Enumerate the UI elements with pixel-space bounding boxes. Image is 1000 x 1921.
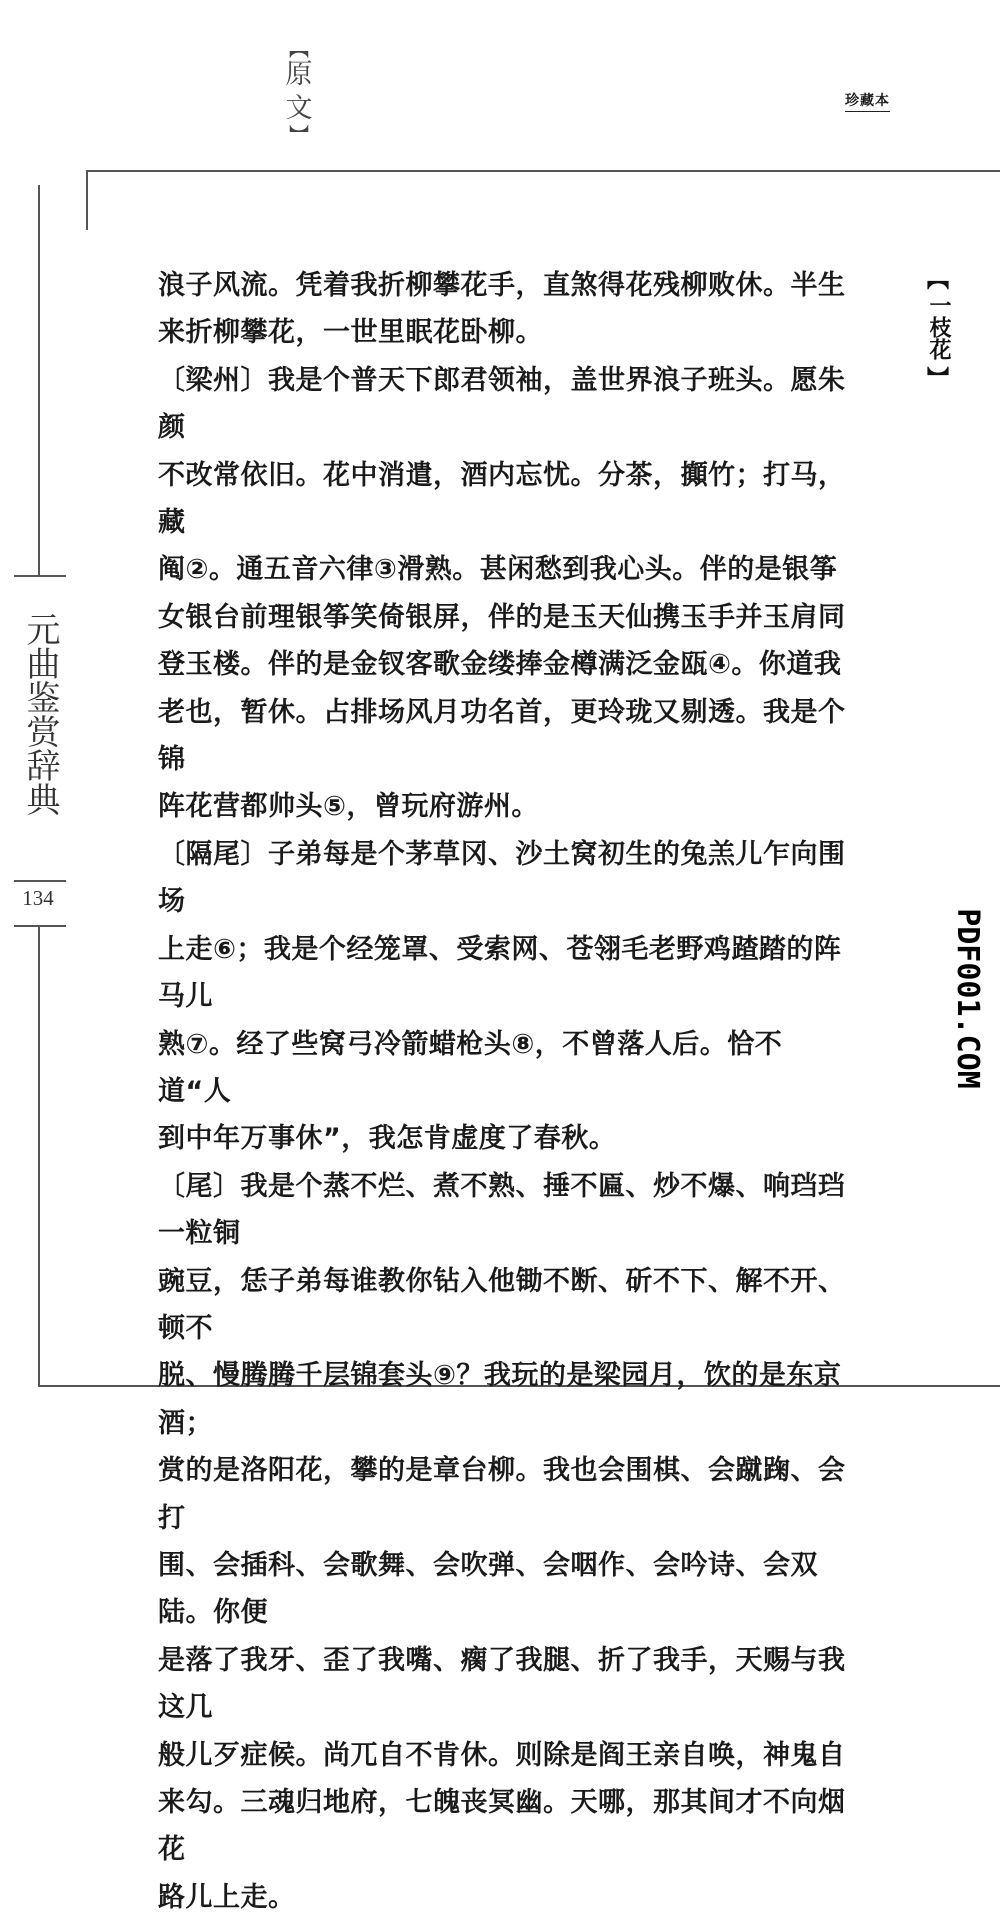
text-line: 浪子风流。凭着我折柳攀花手，直煞得花残柳败休。半生 [158,270,846,301]
text-line: 上走⑥；我是个经笼罩、受索网、苍翎毛老野鸡蹅踏的阵马儿 [158,933,842,1013]
tag-bracket-open-glyph: ︻ [926,268,949,293]
frame-left-outer-line [38,185,40,575]
text-line: 阵花营都帅头⑤，曾玩府游州。 [158,791,539,823]
section-tag [920,268,956,393]
text-line: 〔梁州〕我是个普天下郎君领袖，盖世界浪子班头。愿朱颜 [158,364,846,444]
text-line: 〔隔尾〕子弟每是个茅草冈、沙土窝初生的兔羔儿乍向围场 [158,838,846,918]
text-line: 不改常依旧。花中消遣，酒内忘忧。分茶，攧竹；打马，藏 [158,459,846,539]
text-line: 熟⑦。经了些窝弓冷箭蜡枪头⑧，不曾落人后。恰不道“人 [158,1028,783,1107]
text-line: 是落了我牙、歪了我嘴、瘸了我腿、折了我手，天赐与我这几 [158,1644,846,1724]
main-text [158,262,848,1921]
text-line: 豌豆，恁子弟每谁教你钻入他锄不断、斫不下、解不开、顿不 [158,1265,846,1344]
text-line: 来勾。三魂归地府，七魄丧冥幽。天哪，那其间才不向烟花 [158,1787,846,1866]
watermark-text: PDF001.COM [949,907,985,1089]
bracket-close-glyph: ︼ [289,123,309,147]
edition-label: 珍藏本 [845,90,890,112]
text-line: 脱、慢腾腾千层锦套头⑨？我玩的是梁园月，饮的是东京酒； [158,1360,842,1439]
text-line: 老也，暂休。占排场风月功名首，更玲珑又剔透。我是个锦 [158,696,846,776]
text-line: 〔尾〕我是个蒸不烂、煮不熟、捶不匾、炒不爆、响珰珰一粒铜 [158,1170,846,1250]
book-title [14,612,66,826]
text-line: 来折柳攀花，一世里眠花卧柳。 [158,317,543,349]
frame-left-inner-line [86,170,88,230]
watermark [947,905,987,1091]
text-line: 阄②。通五音六律③滑熟。甚闲愁到我心头。伴的是银筝 [158,554,838,586]
text-line: 路儿上走。 [158,1881,296,1913]
text-line: 到中年万事休”，我怎肯虚度了春秋。 [158,1123,617,1155]
book-title-text: 元曲鉴赏辞典 [20,612,60,816]
bracket-open-glyph: ︻ [289,37,309,61]
text-line: 登玉楼。伴的是金钗客歌金缕捧金樽满泛金瓯④。你道我 [158,649,842,681]
section-tag-text: 一枝花 [926,294,951,360]
text-line: 围、会插科、会歌舞、会吹弹、会咽作、会吟诗、会双陆。你便 [158,1549,818,1629]
section-label-text: 原文 [285,59,313,124]
section-label [282,37,316,147]
frame-top-line [86,170,1000,172]
text-line: 般儿歹症候。尚兀自不肯休。则除是阎王亲自唤，神鬼自 [158,1739,846,1771]
page-number-divider-bottom [14,925,66,927]
text-line: 女银台前理银筝笑倚银屏，伴的是玉天仙携玉手并玉肩同 [158,601,846,633]
title-divider-top [14,575,66,577]
text-line: 赏的是洛阳花，攀的是章台柳。我也会围棋、会蹴踘、会打 [158,1455,846,1534]
tag-bracket-close-glyph: ︼ [926,367,949,392]
page-number: 134 [22,886,54,910]
frame-left-outer-bottom-line [38,925,40,1385]
page-number-divider-top [14,880,66,882]
